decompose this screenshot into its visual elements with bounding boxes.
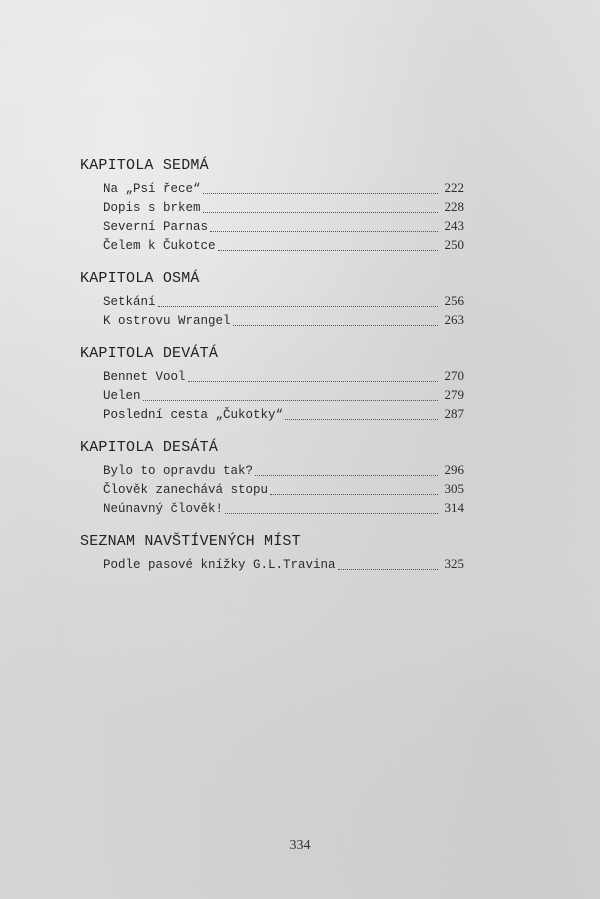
entry-label: Severní Parnas bbox=[103, 220, 209, 234]
entry-label: Podle pasové knížky G.L.Travina bbox=[103, 558, 336, 572]
toc-section bbox=[80, 156, 464, 254]
dot-leader bbox=[143, 396, 438, 401]
toc-section bbox=[80, 344, 464, 423]
toc-entry bbox=[103, 216, 464, 235]
toc-entry bbox=[103, 366, 464, 385]
table-of-contents bbox=[80, 156, 464, 588]
entry-page-number: 256 bbox=[444, 293, 464, 308]
toc-section bbox=[80, 532, 464, 573]
dot-leader bbox=[233, 321, 438, 326]
dot-leader bbox=[210, 227, 438, 232]
entry-page-number: 250 bbox=[444, 237, 464, 252]
entry-page-number: 270 bbox=[444, 368, 464, 383]
toc-entry bbox=[103, 385, 464, 404]
toc-entry bbox=[103, 554, 464, 573]
toc-entry bbox=[103, 235, 464, 254]
dot-leader bbox=[285, 415, 438, 420]
entry-page-number: 263 bbox=[444, 312, 464, 327]
entry-page-number: 243 bbox=[444, 218, 464, 233]
entry-label: K ostrovu Wrangel bbox=[103, 314, 231, 328]
dot-leader bbox=[203, 208, 438, 213]
entry-page-number: 287 bbox=[444, 406, 464, 421]
toc-entry bbox=[103, 498, 464, 517]
toc-entry bbox=[103, 197, 464, 216]
dot-leader bbox=[158, 302, 438, 307]
entry-label: Dopis s brkem bbox=[103, 201, 201, 215]
entry-label: Setkání bbox=[103, 295, 156, 309]
entry-page-number: 228 bbox=[444, 199, 464, 214]
toc-entry bbox=[103, 178, 464, 197]
entry-page-number: 296 bbox=[444, 462, 464, 477]
dot-leader bbox=[270, 490, 438, 495]
toc-entry bbox=[103, 460, 464, 479]
page-number: 334 bbox=[289, 838, 311, 853]
entry-label: Bylo to opravdu tak? bbox=[103, 464, 254, 478]
toc-entry bbox=[103, 291, 464, 310]
chapter-title: KAPITOLA DEVÁTÁ bbox=[80, 345, 219, 362]
entry-page-number: 305 bbox=[444, 481, 464, 496]
dot-leader bbox=[188, 377, 438, 382]
toc-entry bbox=[103, 479, 464, 498]
entry-label: Uelen bbox=[103, 389, 141, 403]
dot-leader bbox=[203, 189, 438, 194]
dot-leader bbox=[218, 246, 438, 251]
dot-leader bbox=[338, 565, 438, 570]
chapter-title: KAPITOLA DESÁTÁ bbox=[80, 439, 219, 456]
entry-page-number: 279 bbox=[444, 387, 464, 402]
chapter-title: KAPITOLA OSMÁ bbox=[80, 270, 200, 287]
entry-label: Na „Psí řece“ bbox=[103, 182, 201, 196]
entry-page-number: 222 bbox=[444, 180, 464, 195]
toc-section bbox=[80, 269, 464, 329]
dot-leader bbox=[255, 471, 438, 476]
entry-label: Bennet Vool bbox=[103, 370, 186, 384]
toc-section bbox=[80, 438, 464, 517]
toc-entry bbox=[103, 404, 464, 423]
entry-label: Člověk zanechává stopu bbox=[103, 483, 269, 497]
entry-label: Poslední cesta „Čukotky“ bbox=[103, 408, 284, 422]
chapter-title: KAPITOLA SEDMÁ bbox=[80, 157, 209, 174]
dot-leader bbox=[225, 509, 438, 514]
entry-label: Neúnavný člověk! bbox=[103, 502, 224, 516]
entry-page-number: 325 bbox=[444, 556, 464, 571]
entry-label: Čelem k Čukotce bbox=[103, 239, 216, 253]
toc-entry bbox=[103, 310, 464, 329]
chapter-title: SEZNAM NAVŠTÍVENÝCH MÍST bbox=[80, 533, 301, 550]
entry-page-number: 314 bbox=[444, 500, 464, 515]
